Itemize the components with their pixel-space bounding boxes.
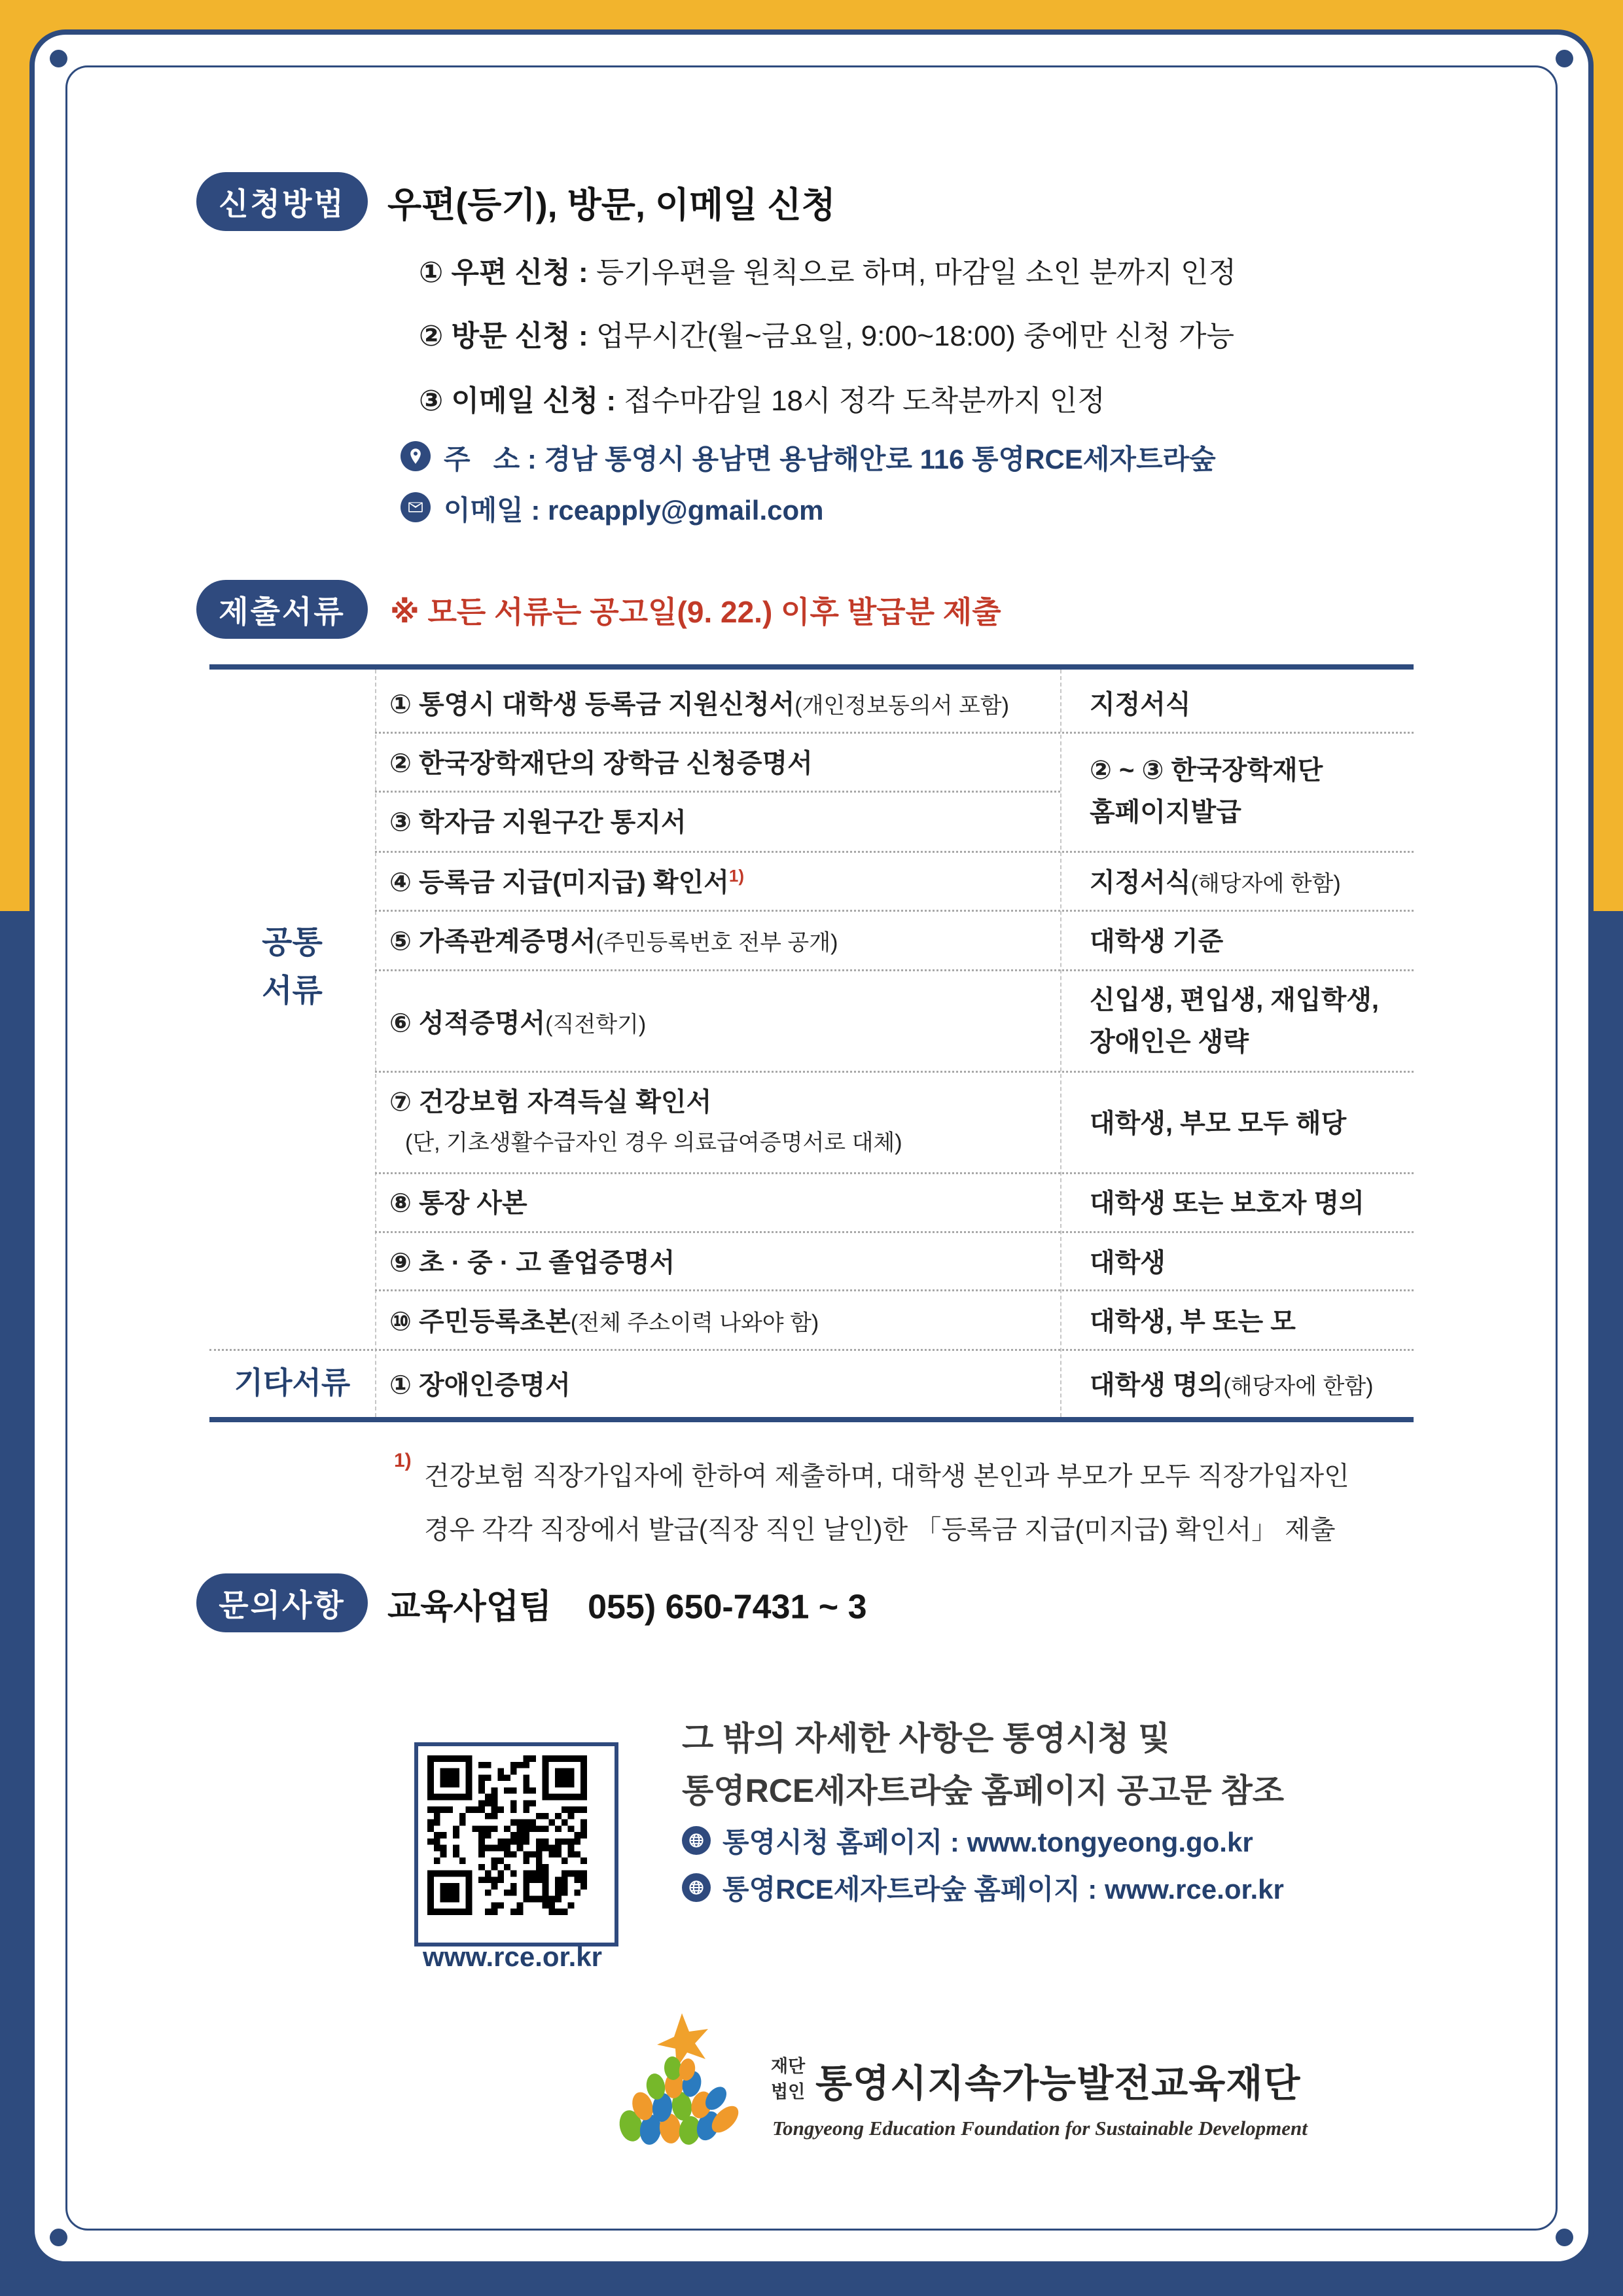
row-separator <box>375 969 1414 971</box>
doc-cell: ② 한국장학재단의 장학금 신청증명서 <box>389 749 813 778</box>
doc-cell: ① 장애인증명서 <box>389 1371 571 1400</box>
contact-badge-label: 문의사항 <box>219 1587 346 1623</box>
foundation-name-english: Tongyeong Education Foundation for Sustainable Development <box>772 2117 1308 2140</box>
row-separator <box>375 1071 1414 1073</box>
table-divider-vertical <box>375 670 376 1417</box>
link-rce-url[interactable]: www.rce.or.kr <box>1104 1874 1284 1905</box>
doc-cell: ⑧ 통장 사본 <box>389 1189 527 1218</box>
contact-badge <box>196 1573 368 1632</box>
row-separator <box>375 732 1414 734</box>
etc-docs-label: 기타서류 <box>234 1365 351 1400</box>
req-cell: 대학생, 부모 모두 해당 <box>1090 1109 1347 1138</box>
link-rce: 통영RCE세자트라숲 홈페이지 : www.rce.or.kr <box>722 1874 1284 1905</box>
corner-dot <box>50 2229 67 2246</box>
more-info-line2: 통영RCE세자트라숲 홈페이지 공고문 참조 <box>682 1772 1285 1809</box>
contact-team: 교육사업팀 <box>387 1588 552 1626</box>
doc-cell: ③ 학자금 지원구간 통지서 <box>389 808 687 837</box>
contact-line <box>387 1579 867 1628</box>
apply-item-mail-text: 등기우편을 원칙으로 하며, 마감일 소인 분까지 인정 <box>596 257 1236 289</box>
req-cell: 대학생 <box>1090 1248 1166 1278</box>
apply-method-badge <box>196 172 368 231</box>
doc-cell: ① 통영시 대학생 등록금 지원신청서(개인정보동의서 포함) <box>389 690 1009 719</box>
qr-caption: www.rce.or.kr <box>423 1941 602 1972</box>
req-cell: 지정서식(해당자에 한함) <box>1090 868 1341 897</box>
doc-cell: ⑤ 가족관계증명서(주민등록번호 전부 공개) <box>389 927 838 956</box>
link-tongyeong: 통영시청 홈페이지 : www.tongyeong.go.kr <box>722 1827 1253 1857</box>
footnote-line2: 경우 각각 직장에서 발급(직장 직인 날인)한 「등록금 지급(미지급) 확인서」 제출 <box>424 1515 1336 1545</box>
row-separator <box>375 1289 1414 1291</box>
foundation-type-label: 재단 법인 <box>771 2056 806 2102</box>
email-line <box>444 489 823 528</box>
foundation-name: 통영시지속가능발전교육재단 <box>815 2062 1301 2105</box>
corner-dot <box>1556 50 1573 67</box>
req-cell: 지정서식 <box>1090 690 1191 719</box>
contact-phone[interactable]: 055) 650-7431 ~ 3 <box>588 1588 867 1626</box>
corner-dot <box>50 50 67 67</box>
doc-cell: ⑩ 주민등록초본(전체 주소이력 나와야 함) <box>389 1307 819 1336</box>
homepage-globe-icon <box>682 1826 711 1855</box>
apply-title: 우편(등기), 방문, 이메일 신청 <box>387 185 836 225</box>
apply-item-email <box>419 377 1105 419</box>
apply-item-mail-label: ① 우편 신청 : <box>419 257 596 289</box>
qr-code <box>414 1742 618 1946</box>
link-tongyeong-url[interactable]: www.tongyeong.go.kr <box>967 1827 1253 1857</box>
email-value[interactable]: rceapply@gmail.com <box>548 495 824 526</box>
req-cell: 신입생, 편입생, 재입학생, 장애인은 생략 <box>1090 986 1379 1056</box>
table-divider-vertical <box>1060 670 1061 1417</box>
doc-cell: ⑨ 초 · 중 · 고 졸업증명서 <box>389 1248 675 1278</box>
mail-icon <box>401 492 431 522</box>
row-separator <box>375 851 1414 853</box>
req-cell-merged: ② ~ ③ 한국장학재단 홈페이지발급 <box>1090 756 1323 827</box>
row-separator <box>375 791 1060 793</box>
documents-badge <box>196 580 368 639</box>
row-separator <box>375 910 1414 912</box>
section-separator <box>209 1349 1414 1351</box>
req-cell: 대학생 또는 보호자 명의 <box>1090 1189 1364 1218</box>
documents-table <box>209 664 1414 1422</box>
doc-cell: ⑥ 성적증명서(직전학기) <box>389 1009 647 1038</box>
documents-notice: ※ 모든 서류는 공고일(9. 22.) 이후 발급분 제출 <box>390 595 1001 629</box>
location-pin-icon <box>401 441 431 471</box>
footnote-line1: 건강보험 직장가입자에 한하여 제출하며, 대학생 본인과 부모가 모두 직장가입자인 <box>424 1462 1349 1491</box>
apply-item-email-text: 접수마감일 18시 정각 도착분까지 인정 <box>624 385 1105 417</box>
apply-item-mail <box>419 249 1236 291</box>
apply-item-visit-label: ② 방문 신청 : <box>419 320 596 352</box>
foundation-logo-icon <box>609 2009 759 2147</box>
footnote-marker: 1) <box>728 866 745 886</box>
req-cell: 대학생 명의(해당자에 한함) <box>1090 1371 1374 1400</box>
address-line <box>444 438 1216 477</box>
address-label: 주 소 : <box>444 444 544 475</box>
apply-item-visit-text: 업무시간(월~금요일, 9:00~18:00) 중에만 신청 가능 <box>596 320 1234 352</box>
req-cell: 대학생 기준 <box>1090 927 1224 956</box>
documents-badge-label: 제출서류 <box>219 594 346 629</box>
row-separator <box>375 1172 1414 1174</box>
req-cell: 대학생, 부 또는 모 <box>1090 1307 1296 1336</box>
doc-cell: ④ 등록금 지급(미지급) 확인서$^{1)}$ <box>389 866 745 897</box>
apply-method-badge-label: 신청방법 <box>219 186 346 221</box>
apply-item-email-label: ③ 이메일 신청 : <box>419 385 624 417</box>
apply-item-visit <box>419 312 1234 354</box>
footnote-sup: 1) <box>394 1450 412 1471</box>
common-docs-label: 공통 서류 <box>262 925 323 1009</box>
email-label: 이메일 : <box>444 495 548 526</box>
doc-cell: ⑦ 건강보험 자격득실 확인서 (단, 기초생활수급자인 경우 의료급여증명서로 대체) <box>389 1088 902 1156</box>
address-value: 경남 통영시 용남면 용남해안로 116 통영RCE세자트라숲 <box>544 444 1216 475</box>
more-info-line1: 그 밖의 자세한 사항은 통영시청 및 <box>682 1720 1170 1757</box>
homepage-globe-icon <box>682 1873 711 1902</box>
row-separator <box>375 1231 1414 1233</box>
corner-dot <box>1556 2229 1573 2246</box>
